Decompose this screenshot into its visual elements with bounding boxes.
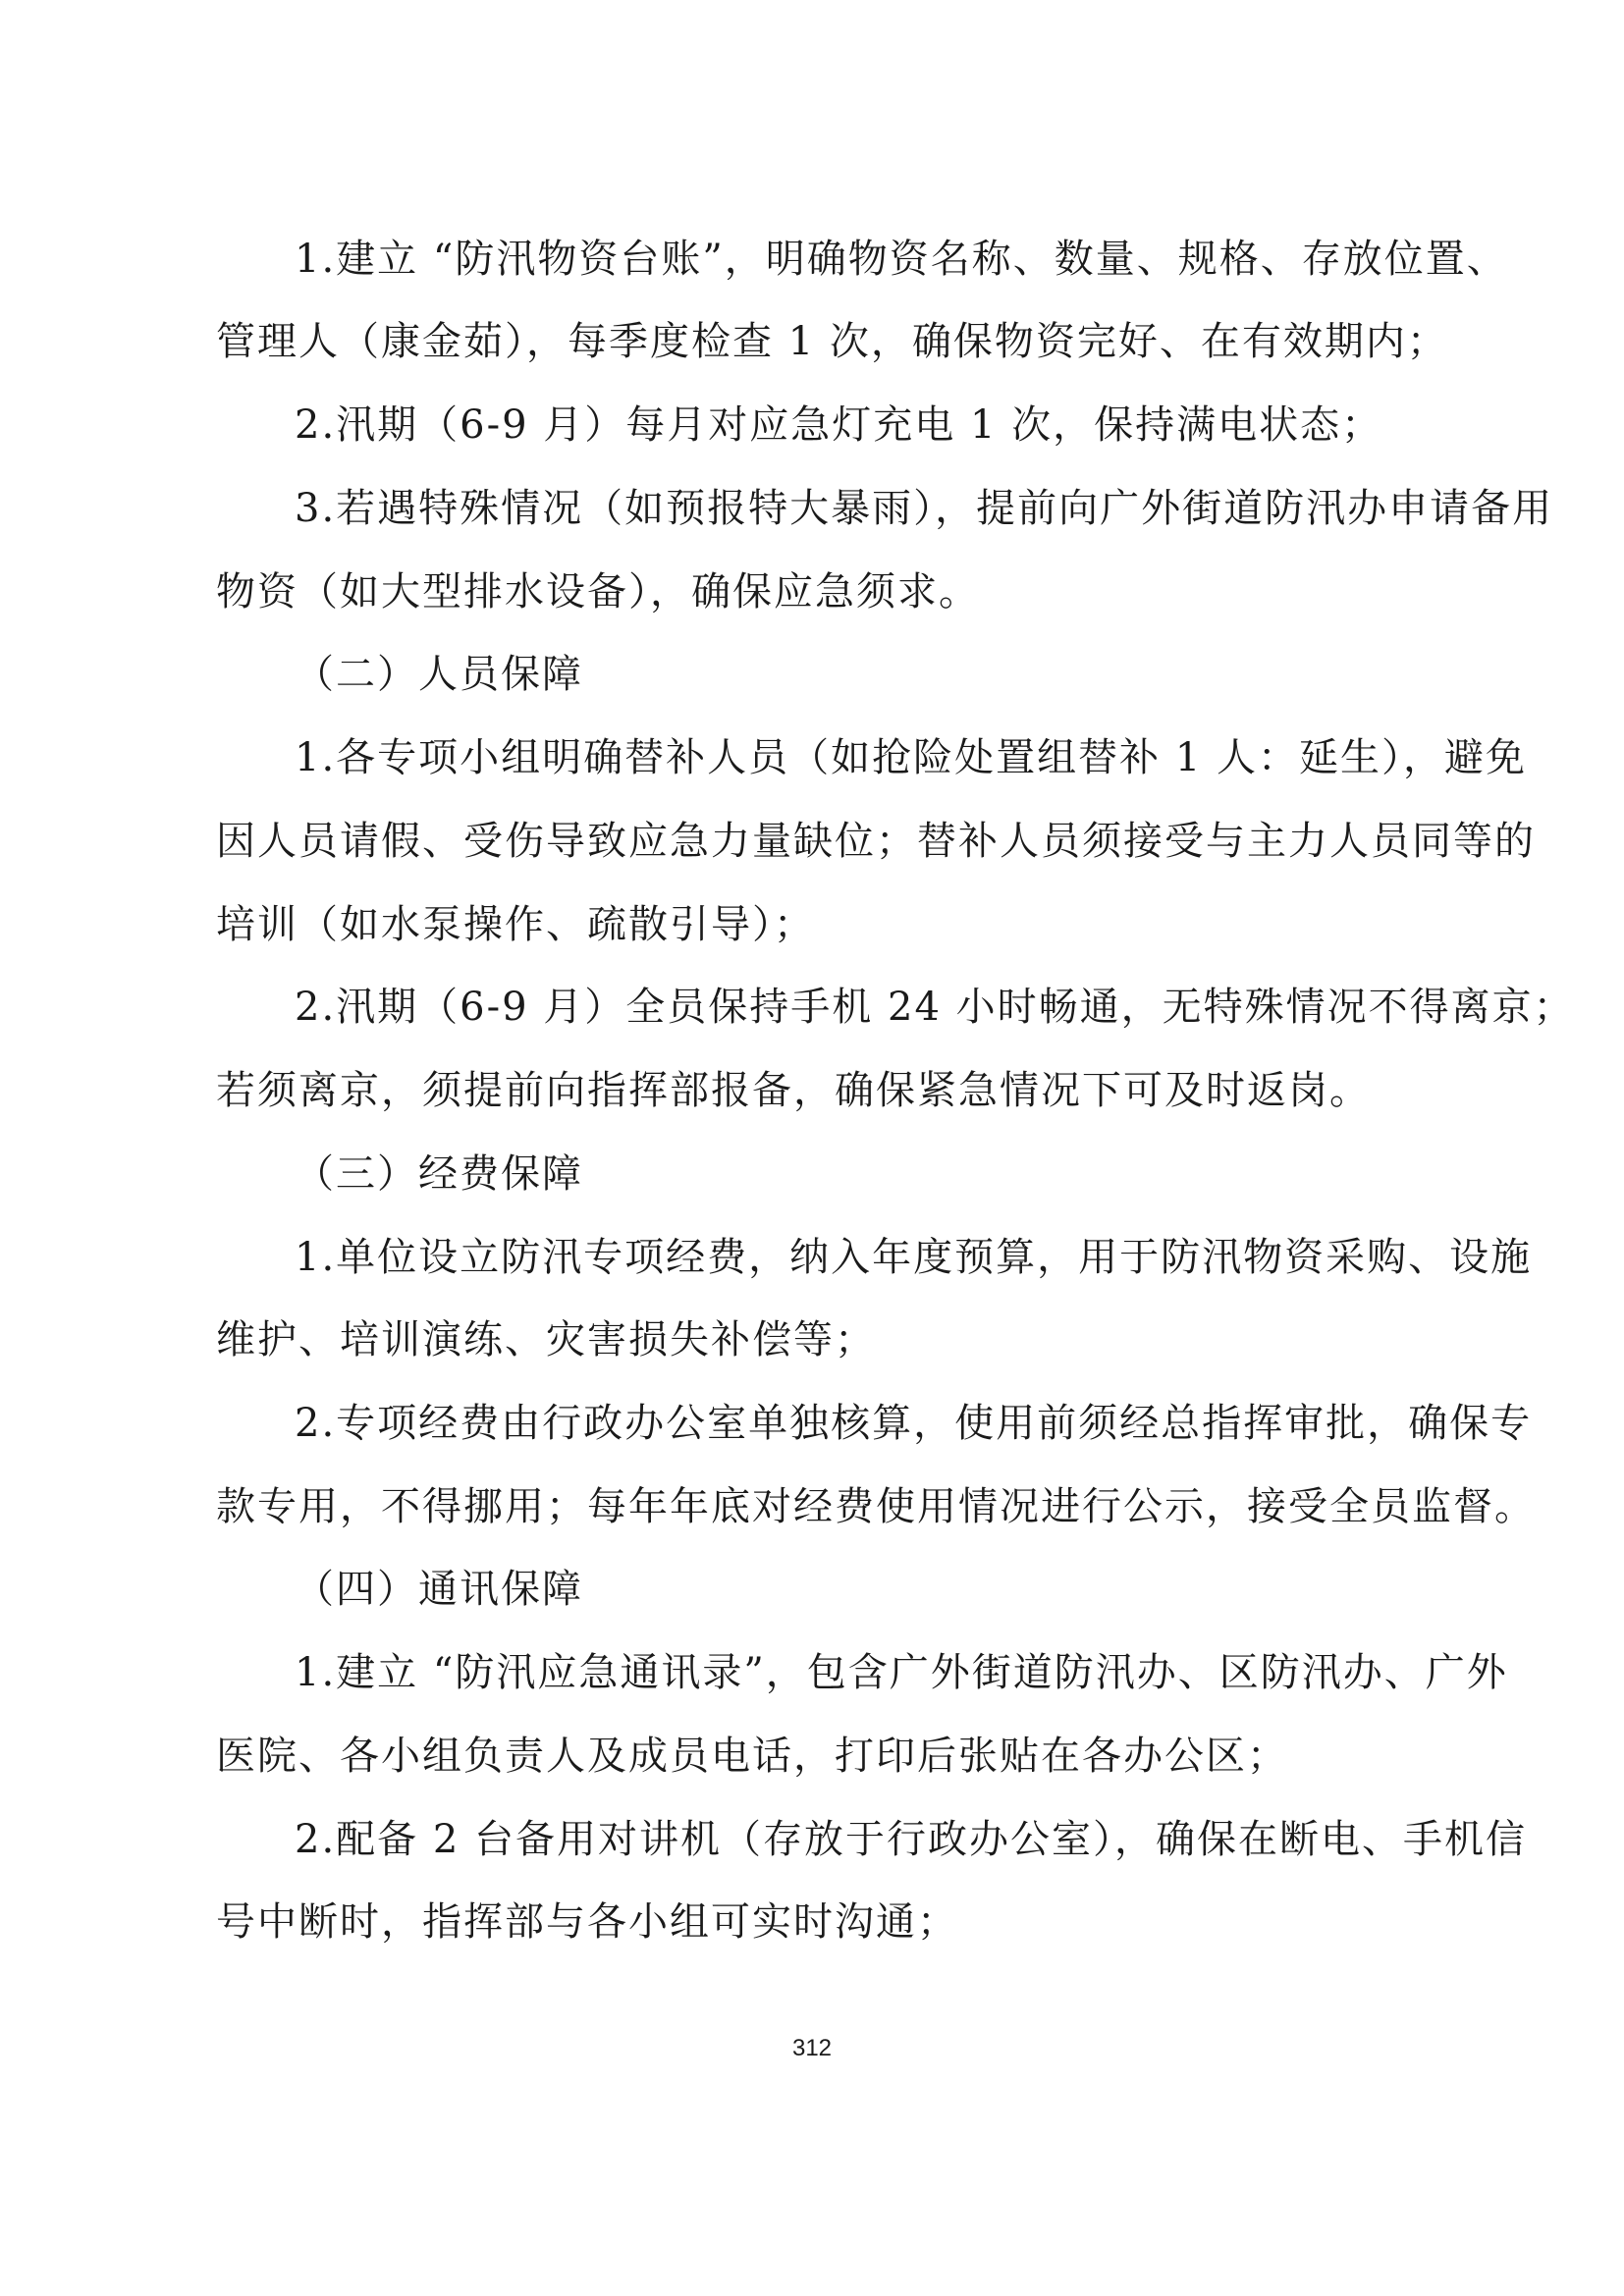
paragraph-line: 2.配备 2 台备用对讲机（存放于行政办公室），确保在断电、手机信 — [295, 1817, 1528, 1862]
section-heading: （三）经费保障 — [295, 1151, 583, 1197]
paragraph-line: 物资（如大型排水设备），确保应急须求。 — [216, 569, 980, 614]
paragraph-line: 2.专项经费由行政办公室单独核算，使用前须经总指挥审批，确保专 — [295, 1401, 1533, 1446]
paragraph-line: 2.汛期（6-9 月）每月对应急灯充电 1 次，保持满电状态； — [295, 402, 1383, 448]
paragraph-line: 3.若遇特殊情况（如预报特大暴雨），提前向广外街道防汛办申请备用 — [295, 486, 1554, 531]
paragraph-line: 1.建立 “防汛应急通讯录”，包含广外街道防汛办、区防汛办、广外 — [295, 1650, 1508, 1695]
paragraph-line: 1.各专项小组明确替补人员（如抢险处置组替补 1 人：延生），避免 — [295, 735, 1528, 780]
paragraph-line: 培训（如水泵操作、疏散引导）； — [216, 902, 815, 947]
paragraph-line: 因人员请假、受伤导致应急力量缺位；替补人员须接受与主力人员同等的 — [216, 819, 1536, 864]
paragraph-line: 维护、培训演练、灾害损失补偿等； — [216, 1317, 876, 1362]
paragraph-line: 1.单位设立防汛专项经费，纳入年度预算，用于防汛物资采购、设施 — [295, 1235, 1533, 1280]
section-heading: （二）人员保障 — [295, 652, 583, 697]
paragraph-line: 若须离京，须提前向指挥部报备，确保紧急情况下可及时返岗。 — [216, 1068, 1371, 1113]
paragraph-line: 号中断时，指挥部与各小组可实时沟通； — [216, 1899, 958, 1945]
paragraph-line: 管理人（康金茹），每季度检查 1 次，确保物资完好、在有效期内； — [216, 319, 1448, 364]
paragraph-line: 1.建立 “防汛物资台账”，明确物资名称、数量、规格、存放位置、 — [295, 237, 1508, 282]
paragraph-line: 款专用，不得挪用；每年年底对经费使用情况进行公示，接受全员监督。 — [216, 1484, 1536, 1529]
paragraph-line: 2.汛期（6-9 月）全员保持手机 24 小时畅通，无特殊情况不得离京； — [295, 985, 1575, 1030]
page-number: 312 — [791, 2035, 833, 2061]
paragraph-line: 医院、各小组负责人及成员电话，打印后张贴在各办公区； — [216, 1734, 1288, 1779]
section-heading: （四）通讯保障 — [295, 1567, 583, 1612]
